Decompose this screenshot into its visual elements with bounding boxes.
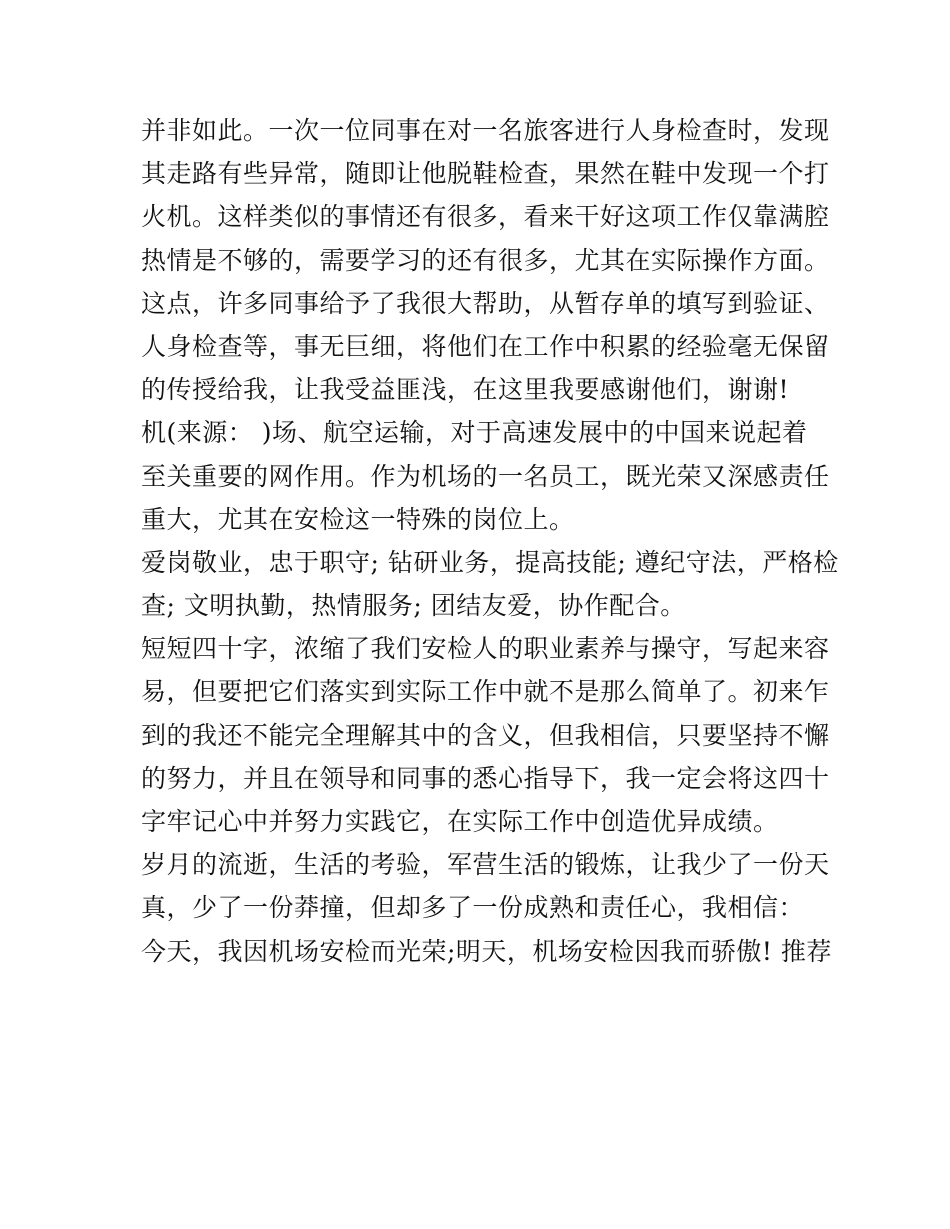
text-line: 今天，我因机场安检而光荣;明天，机场安检因我而骄傲! 推荐 <box>141 936 832 966</box>
text-line: 热情是不够的，需要学习的还有很多，尤其在实际操作方面。 <box>141 245 830 275</box>
text-line: 的传授给我，让我受益匪浅，在这里我要感谢他们，谢谢! <box>141 375 790 405</box>
document-body <box>141 109 839 973</box>
text-line: 火机。这样类似的事情还有很多，看来干好这项工作仅靠满腔 <box>141 202 830 232</box>
text-line: 并非如此。一次一位同事在对一名旅客进行人身检查时，发现 <box>141 116 830 145</box>
text-line: 短短四十字，浓缩了我们安检人的职业素养与操守，写起来容 <box>141 634 830 664</box>
text-line: 机(来源： )场、航空运输，对于高速发展中的中国来说起着 <box>141 418 808 448</box>
text-line: 岁月的流逝，生活的考验，军营生活的锻炼，让我少了一份天 <box>141 850 830 880</box>
text-line: 到的我还不能完全理解其中的含义，但我相信，只要坚持不懈 <box>141 720 830 750</box>
text-line: 重大，尤其在安检这一特殊的岗位上。 <box>141 504 575 534</box>
text-line: 字牢记心中并努力实践它，在实际工作中创造优异成绩。 <box>141 807 779 836</box>
text-line: 的努力，并且在领导和同事的悉心指导下，我一定会将这四十 <box>141 763 830 793</box>
text-line: 其走路有些异常，随即让他脱鞋检查，果然在鞋中发现一个打 <box>141 159 830 189</box>
text-line: 人身检查等，事无巨细，将他们在工作中积累的经验毫无保留 <box>141 331 830 361</box>
text-line: 爱岗敬业，忠于职守; 钻研业务，提高技能; 遵纪守法，严格检 <box>141 547 839 577</box>
text-line: 至关重要的网作用。作为机场的一名员工，既光荣又深感责任 <box>141 461 830 491</box>
text-line: 这点，许多同事给予了我很大帮助，从暂存单的填写到验证、 <box>141 288 830 318</box>
text-line: 易，但要把它们落实到实际工作中就不是那么简单了。初来乍 <box>141 677 830 707</box>
text-line: 真，少了一份莽撞，但却多了一份成熟和责任心，我相信： <box>141 893 805 923</box>
text-line: 查; 文明执勤，热情服务; 团结友爱，协作配合。 <box>141 591 686 621</box>
